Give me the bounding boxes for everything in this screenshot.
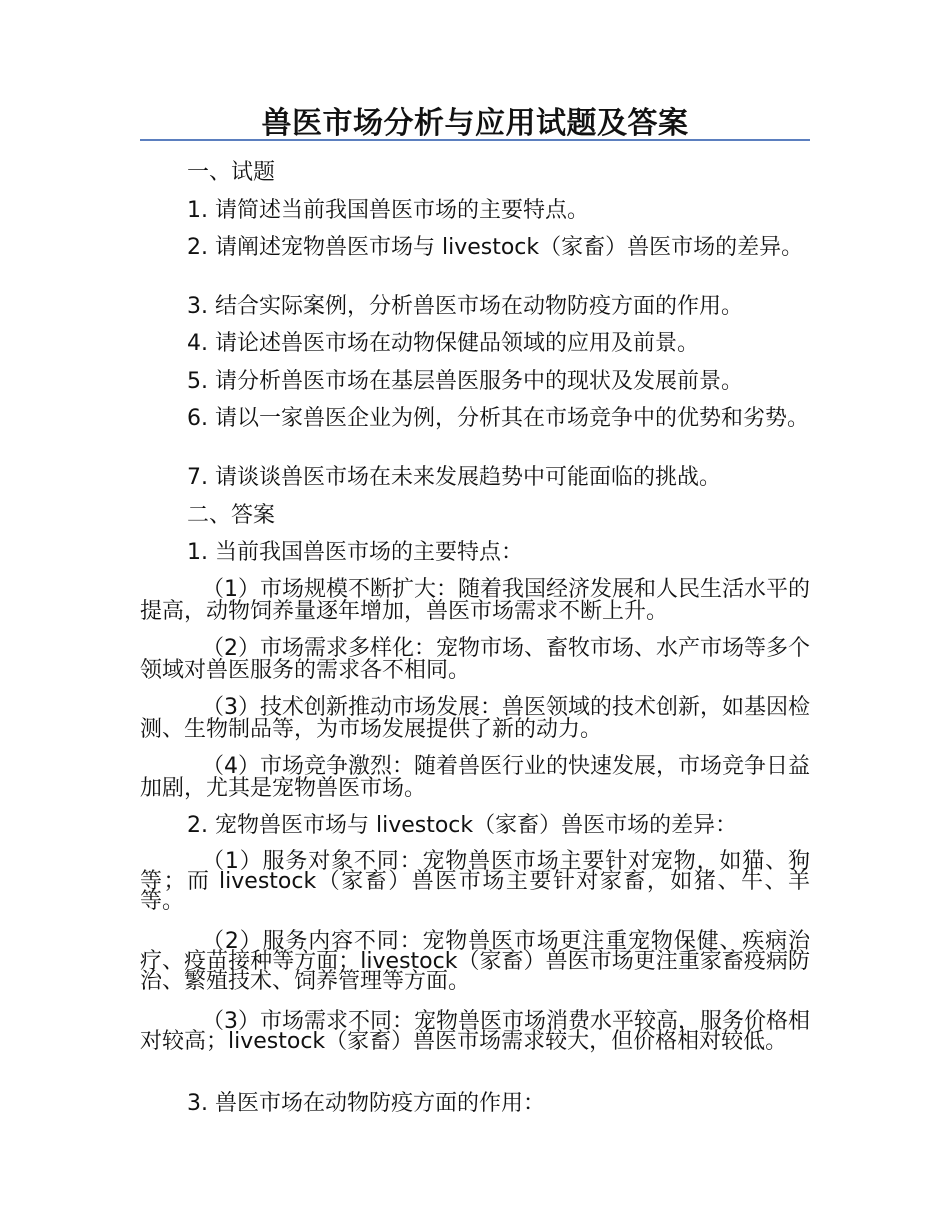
question-item: 1. 请简述当前我国兽医市场的主要特点。 <box>187 198 589 223</box>
answer-heading: 3. 兽医市场在动物防疫方面的作用： <box>187 1091 545 1116</box>
answer-point: （2）市场需求多样化：宠物市场、畜牧市场、水产市场等多个领域对兽医服务的需求各不相同。 <box>140 636 810 683</box>
question-item: 2. 请阐述宠物兽医市场与 livestock（家畜）兽医市场的差异。 <box>187 235 804 260</box>
answer-point: （1）服务对象不同：宠物兽医市场主要针对宠物，如猫、狗等；而 livestock（家畜）兽医市场主要针对家畜，如猪、牛、羊等。 <box>140 849 810 914</box>
answer-point: （3）市场需求不同：宠物兽医市场消费水平较高，服务价格相对较高；livestock（家畜）兽医市场需求较大，但价格相对较低。 <box>140 1009 810 1054</box>
answer-point: （1）市场规模不断扩大：随着我国经济发展和人民生活水平的提高，动物饲养量逐年增加，兽医市场需求不断上升。 <box>140 577 810 624</box>
question-item: 5. 请分析兽医市场在基层兽医服务中的现状及发展前景。 <box>187 369 743 394</box>
answer-heading: 1. 当前我国兽医市场的主要特点： <box>187 540 523 565</box>
question-item: 7. 请谈谈兽医市场在未来发展趋势中可能面临的挑战。 <box>187 465 721 490</box>
document-title: 兽医市场分析与应用试题及答案 <box>261 106 689 141</box>
answer-point: （2）服务内容不同：宠物兽医市场更注重宠物保健、疾病治疗、疫苗接种等方面；livestock（家畜）兽医市场更注重家畜疫病防治、繁殖技术、饲养管理等方面。 <box>140 929 810 994</box>
question-item: 3. 结合实际案例，分析兽医市场在动物防疫方面的作用。 <box>187 294 743 319</box>
section-heading-answers: 二、答案 <box>187 503 276 528</box>
section-heading-questions: 一、试题 <box>187 160 276 185</box>
answer-heading: 2. 宠物兽医市场与 livestock（家畜）兽医市场的差异： <box>187 813 738 838</box>
answer-point: （4）市场竞争激烈：随着兽医行业的快速发展，市场竞争日益加剧，尤其是宠物兽医市场。 <box>140 754 810 801</box>
question-item: 4. 请论述兽医市场在动物保健品领域的应用及前景。 <box>187 331 699 356</box>
question-item: 6. 请以一家兽医企业为例，分析其在市场竞争中的优势和劣势。 <box>187 406 809 431</box>
title-underline <box>140 139 810 141</box>
answer-point: （3）技术创新推动市场发展：兽医领域的技术创新，如基因检测、生物制品等，为市场发展提供了新的动力。 <box>140 695 810 742</box>
